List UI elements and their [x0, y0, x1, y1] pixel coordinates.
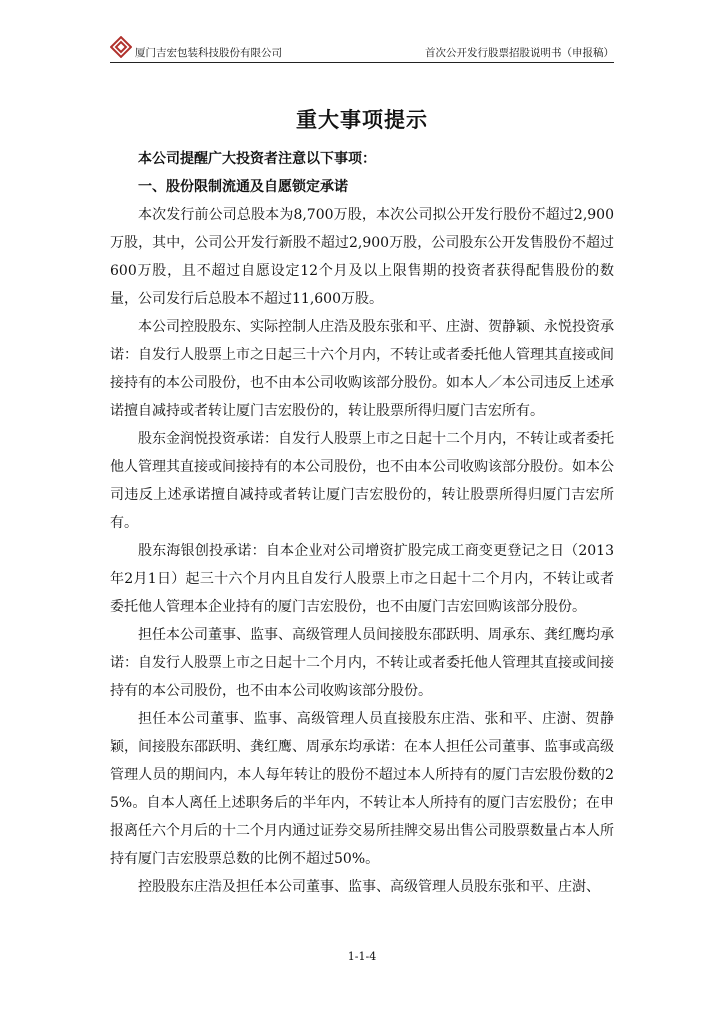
paragraph-haiyin: 股东海银创投承诺：自本企业对公司增资扩股完成工商变更登记之日（2013年2月1日）起三十六个月内且自发行人股票上市之日起十二个月内，不转让或者委托他人管理本企业持有的厦门吉宏股份，也不由厦门吉宏回购该部分股份。	[110, 543, 614, 615]
paragraph-continued: 控股股东庄浩及担任本公司董事、监事、高级管理人员股东张和平、庄澍、	[138, 879, 600, 895]
page-header	[110, 36, 614, 63]
section-heading: 一、股份限制流通及自愿锁定承诺	[138, 179, 348, 195]
document-body	[110, 145, 614, 901]
header-company-name: 厦门吉宏包装科技股份有限公司	[135, 47, 282, 59]
page-number: 1-1-4	[347, 950, 377, 963]
header-document-name: 首次公开发行股票招股说明书（申报稿）	[425, 47, 614, 59]
paragraph-share-capital: 本次发行前公司总股本为8,700万股，本次公司拟公开发行股份不超过2,900万股，其中，公司公开发行新股不超过2,900万股，公司股东公开发售股份不超过600万股，且不超过自愿设定12个月及以上限售期的投资者获得配售股份的数量，公司发行后总股本不超过11,600万股。	[110, 207, 614, 307]
company-logo-icon	[110, 36, 132, 58]
paragraph-jinrunyue: 股东金润悦投资承诺：自发行人股票上市之日起十二个月内，不转让或者委托他人管理其直接或间接持有的本公司股份，也不由本公司收购该部分股份。如本公司违反上述承诺擅自减持或者转让厦门吉宏股份的，转让股票所得归厦门吉宏所有。	[110, 431, 614, 531]
investor-reminder: 本公司提醒广大投资者注意以下事项：	[138, 151, 376, 167]
paragraph-controlling-shareholder: 本公司控股股东、实际控制人庄浩及股东张和平、庄澍、贺静颖、永悦投资承诺：自发行人股票上市之日起三十六个月内，不转让或者委托他人管理其直接或间接持有的本公司股份，也不由本公司收购该部分股份。如本人／本公司违反上述承诺擅自减持或者转让厦门吉宏股份的，转让股票所得归厦门吉宏所有。	[110, 319, 614, 419]
paragraph-director-commitments: 担任本公司董事、监事、高级管理人员直接股东庄浩、张和平、庄澍、贺静颖，间接股东邵跃明、龚红鹰、周承东均承诺：在本人担任公司董事、监事或高级管理人员的期间内，本人每年转让的股份不超过本人所持有的厦门吉宏股份数的25%。自本人离任上述职务后的半年内，不转让本人所持有的厦门吉宏股份；在申报离任六个月后的十二个月内通过证券交易所挂牌交易出售公司股票数量占本人所持有厦门吉宏股票总数的比例不超过50%。	[110, 711, 614, 867]
page-title: 重大事项提示	[296, 107, 428, 132]
paragraph-indirect-holders: 担任本公司董事、监事、高级管理人员间接股东邵跃明、周承东、龚红鹰均承诺：自发行人股票上市之日起十二个月内，不转让或者委托他人管理其直接或间接持有的本公司股份，也不由本公司收购该部分股份。	[110, 627, 614, 699]
